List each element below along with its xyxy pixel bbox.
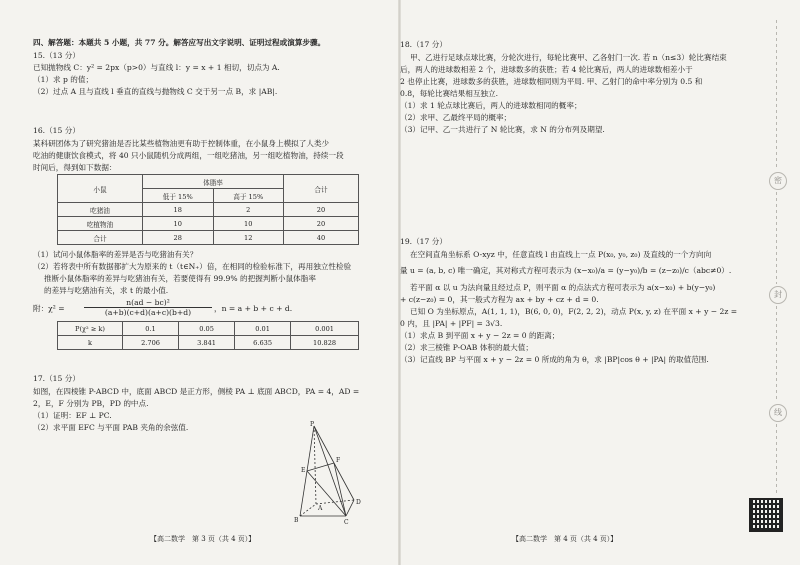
q17-line: 如图，在四棱锥 P-ABCD 中，底面 ABCD 是正方形，侧棱 PA ⊥ 底面 ABCD，PA = 4，AD = [33,387,360,396]
q19-line: + c(z−z₀) = 0，其一般式方程为 ax + by + cz + d = 0. [400,295,599,304]
q17-title: 17.（15 分） [33,374,80,383]
table-cell: 40 [284,231,359,245]
edge-pc [314,426,346,516]
table-row [58,336,359,350]
q18-line: 后，两人的进球数相差 2 个，进球数多的获胜；若 4 轮比赛后，两人的进球数相差小于 [400,65,693,74]
q16-line: 的差异与吃猪油有关，求 t 的最小值. [44,286,169,295]
q16-line: 某科研团体为了研究猪油是否比某些植物油更有助于控制体重，在小鼠身上模拟了人类少 [33,139,330,148]
q16-title: 16.（15 分） [33,126,80,135]
table-row [58,231,359,245]
q15-title: 15.（13 分） [33,51,80,60]
q19-line: （2）求三棱锥 P-OAB 体积的最大值； [400,343,533,352]
table-cell: 0.01 [235,322,291,336]
q19-line: 量 u = (a, b, c) 唯一确定，其对称式方程可表示为 (x−x₀)/a = (y−y₀)/b = (z−z₀)/c（abc≠0）. [400,266,732,275]
table-cell: 吃植物油 [58,217,143,231]
label-p: P [310,421,315,428]
right-page [400,0,800,565]
label-b: B [294,517,299,524]
qr-code [749,498,783,532]
table-cell: 10 [213,217,284,231]
formula-prefix: 附：χ² = [33,304,65,313]
section-header: 四、解答题：本题共 5 小题，共 77 分。解答应写出文字说明、证明过程或演算步骤。 [33,38,326,47]
binding-line [776,192,777,284]
label-a: A [318,505,323,512]
table-cell: 10.828 [291,336,359,350]
edge-cd [346,500,354,516]
q18-line: 甲、乙进行足球点球比赛，分轮次进行，每轮比赛甲、乙各射门一次. 若 n（n≤3）轮比赛结束 [410,53,727,62]
table-header-total: 合计 [284,175,359,203]
q18-line: （3）记甲、乙一共进行了 N 轮比赛，求 N 的分布列及期望. [400,125,605,134]
q15-line: 已知抛物线 C：y² = 2px（p>0）与直线 l：y = x + 1 相切，切点为 A. [33,63,280,72]
table-cell: 28 [143,231,214,245]
label-c: C [344,519,349,526]
table-cell: 12 [213,231,284,245]
q18-line: 2 也停止比赛，进球数多的获胜，进球数相同则为平局. 甲、乙射门的命中率分别为 0.5 和 [400,77,703,86]
q19-line: 在空间直角坐标系 O-xyz 中，任意直线 l 由直线上一点 P(x₀, y₀, z₀) 及直线的一个方向向 [410,250,712,259]
table-cell: 18 [143,203,214,217]
table-cell: P(χ² ≥ k) [58,322,123,336]
seal-mark: 封 [769,286,787,304]
seal-mark: 密 [769,172,787,190]
formula-denominator: (a+b)(c+d)(a+c)(b+d) [104,308,192,317]
q18-line: （1）求 1 轮点球比赛后，两人的进球数相同的概率； [400,101,582,110]
q19-title: 19.（17 分） [400,237,447,246]
label-f: F [336,457,341,464]
q16-line: 吃油的健康饮食模式，将 40 只小鼠随机分成两组，一组吃猪油，另一组吃植物油，持续一段 [33,151,344,160]
table-cell: 10 [143,217,214,231]
table-cell: 0.05 [179,322,235,336]
data-table [57,174,359,245]
table-cell: 20 [284,203,359,217]
binding-line [776,306,777,402]
q19-line: 若平面 α 以 u 为法向量且经过点 P，则平面 α 的点法式方程可表示为 a(x−x₀) + b(y−y₀) [410,283,716,292]
formula-suffix: ，n = a + b + c + d. [214,304,293,313]
table-cell: 2.706 [123,336,179,350]
edge-ba [300,504,316,516]
seal-mark: 线 [769,404,787,422]
table-cell: 合计 [58,231,143,245]
table-cell: 20 [284,217,359,231]
q15-line: （1）求 p 的值； [33,75,94,84]
q16-line: （1）试问小鼠体脂率的差异是否与吃猪油有关？ [33,250,198,259]
table-header-high: 高于 15% [213,189,284,203]
q19-line: （1）求点 B 到平面 x + y − 2z = 0 的距离； [400,331,560,340]
edge-pa [314,426,316,504]
page-footer: 【高二数学 第 4 页（共 4 页）】 [512,535,618,543]
table-row [58,322,359,336]
q16-line: 时间后，得到如下数据： [33,163,117,172]
table-row [58,217,359,231]
formula-numerator: n(ad − bc)² [84,298,212,308]
q17-line: 2，E，F 分别为 PB，PD 的中点. [33,399,149,408]
q19-line: 0 内，且 |PA| + |PF| = 3√3. [400,319,503,328]
table-cell: 6.635 [235,336,291,350]
table-header-mouse: 小鼠 [58,175,143,203]
binding-line [776,424,777,494]
table-cell: k [58,336,123,350]
q16-line: 推断小鼠体脂率的差异与吃猪油有关，若要使得有 99.9% 的把握判断小鼠体脂率 [44,274,316,283]
label-d: D [356,499,361,506]
page-footer: 【高二数学 第 3 页（共 4 页）】 [150,535,256,543]
q18-line: （2）求甲、乙最终平局的概率； [400,113,512,122]
q15-line: （2）过点 A 且与直线 l 垂直的直线与抛物线 C 交于另一点 B，求 |AB|. [33,87,278,96]
q18-title: 18.（17 分） [400,40,447,49]
table-cell: 3.841 [179,336,235,350]
table-header-rate: 体脂率 [143,175,284,189]
table-row [58,203,359,217]
pyramid-figure [290,420,360,528]
q17-line: （2）求平面 EFC 与平面 PAB 夹角的余弦值. [33,423,189,432]
segment-ec [307,471,346,516]
q18-line: 0.8，每轮比赛结果相互独立. [400,89,499,98]
q16-line: （2）若将表中所有数据都扩大为原来的 t（t∈N₊）倍，在相同的检验标准下，再用独立性检验 [33,262,352,271]
q17-line: （1）证明：EF ⊥ PC. [33,411,112,420]
table-header-low: 低于 15% [143,189,214,203]
binding-line [776,20,777,170]
table-cell: 吃猪油 [58,203,143,217]
q19-line: （3）记直线 BP 与平面 x + y − 2z = 0 所成的角为 θ，求 |BP|cos θ + |PA| 的取值范围. [400,355,709,364]
label-e: E [301,467,306,474]
critical-value-table [57,321,359,350]
table-cell: 0.1 [123,322,179,336]
segment-fc [334,463,346,516]
q19-line: 已知 O 为坐标原点，A(1, 1, 1)，B(6, 0, 0)，F(2, 2, 2)，动点 P(x, y, z) 在平面 x + y − 2z = [410,307,738,316]
table-cell: 2 [213,203,284,217]
table-cell: 0.001 [291,322,359,336]
